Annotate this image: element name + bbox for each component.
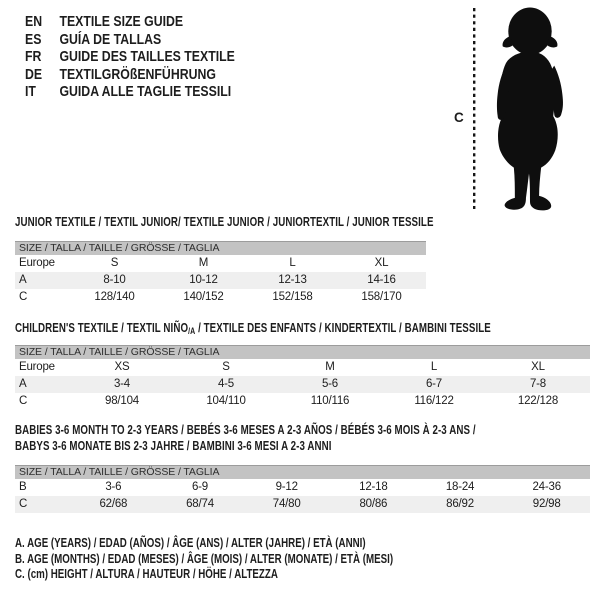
babies-table-title — [15, 423, 476, 454]
language-label: GUÍA DE TALLAS — [59, 30, 162, 48]
size-header-row: SIZE / TALLA / TAILLE / GRÖSSE / TAGLIA — [15, 465, 590, 479]
size-cell: 140/152 — [183, 291, 224, 303]
size-cell: 110/116 — [310, 395, 350, 407]
size-cell: 10-12 — [189, 274, 218, 286]
size-cell: XL — [531, 361, 545, 373]
size-cell: 152/158 — [272, 291, 313, 303]
baby-height-figure — [448, 6, 598, 214]
size-cell: L — [430, 361, 438, 373]
size-cell: 86/92 — [446, 498, 474, 510]
size-cell: 6-9 — [191, 481, 209, 493]
junior-size-table — [15, 241, 426, 306]
language-row-fr — [25, 48, 235, 66]
table-row-c — [15, 289, 426, 306]
row-label: A — [19, 378, 27, 390]
row-label: Europe — [19, 257, 55, 269]
children-table-title: CHILDREN'S TEXTILE / TEXTIL $NIÑO_{/A}$ / TEXTILE DES ENFANTS / KINDERTEXTIL / BAMBINI TESSILE — [15, 321, 491, 336]
size-cell: 7-8 — [529, 378, 547, 390]
size-cell: 128/140 — [94, 291, 135, 303]
language-code: EN — [25, 13, 43, 30]
size-cell: M — [325, 361, 335, 373]
size-cell: 24-36 — [532, 481, 561, 493]
size-cell: 122/128 — [517, 395, 559, 407]
size-cell: 14-16 — [367, 274, 396, 286]
language-code: FR — [25, 48, 42, 65]
size-cell: 3-4 — [113, 378, 131, 390]
table-row-europe — [15, 359, 590, 376]
table-row-c — [15, 393, 590, 410]
size-cell: 116/122 — [414, 395, 454, 407]
title-subscript: /A — [188, 326, 196, 336]
table-row-c — [15, 496, 590, 513]
size-cell: 9-12 — [275, 481, 298, 493]
row-label: C — [19, 291, 28, 303]
language-label: GUIDA ALLE TAGLIE TESSILI — [59, 83, 232, 100]
junior-table-title: JUNIOR TEXTILE / TEXTIL JUNIOR/ TEXTILE JUNIOR / JUNIORTEXTIL / JUNIOR TESSILE — [15, 215, 434, 229]
size-cell: 18-24 — [445, 481, 475, 493]
legend-notes — [15, 536, 393, 583]
size-cell: XL — [374, 257, 389, 269]
size-cell: 104/110 — [206, 395, 246, 407]
note-a: A. AGE (YEARS) / EDAD (AÑOS) / ÂGE (ANS) / ALTER (JAHRE) / ETÀ (ANNI) — [15, 536, 366, 550]
children-size-table — [15, 345, 590, 410]
size-cell: 80/86 — [359, 498, 388, 510]
language-row-it — [25, 83, 235, 101]
row-label: C — [19, 498, 28, 510]
size-cell: XS — [114, 361, 130, 373]
size-header-row: SIZE / TALLA / TAILLE / GRÖSSE / TAGLIA — [15, 241, 426, 255]
language-code: IT — [25, 83, 36, 100]
size-cell: 3-6 — [105, 481, 122, 493]
size-cell: L — [289, 257, 296, 269]
table-row-b — [15, 479, 590, 496]
table-row-a — [15, 376, 590, 393]
babies-size-table — [15, 465, 590, 513]
table-row-a — [15, 272, 426, 289]
size-header-row: SIZE / TALLA / TAILLE / GRÖSSE / TAGLIA — [15, 345, 590, 359]
table-row-europe — [15, 255, 426, 272]
size-cell: 5-6 — [321, 378, 339, 390]
size-cell: 6-7 — [425, 378, 443, 390]
row-label: A — [19, 274, 27, 286]
language-label: TEXTILE SIZE GUIDE — [59, 13, 184, 30]
language-label: GUIDE DES TAILLES TEXTILE — [59, 48, 235, 65]
size-cell: 92/98 — [532, 498, 561, 510]
row-label: B — [19, 481, 27, 493]
size-cell: 68/74 — [186, 498, 214, 510]
babies-title-line2: BABYS 3-6 MONATE BIS 2-3 JAHRE / BAMBINI 3-6 MESI A 2-3 ANNI — [15, 438, 332, 453]
note-b: B. AGE (MONTHS) / EDAD (MESES) / ÂGE (MOIS) / ALTER (MONATE) / ETÀ (MESI) — [15, 551, 394, 566]
language-list — [25, 13, 281, 101]
baby-silhouette — [484, 6, 576, 212]
size-cell: 158/170 — [361, 291, 402, 303]
language-row-en — [25, 13, 235, 31]
row-label: C — [19, 395, 28, 407]
note-c: C. (cm) HEIGHT / ALTURA / HAUTEUR / HÖHE / ALTEZZA — [15, 567, 278, 581]
row-label: Europe — [19, 361, 55, 373]
language-row-es — [25, 31, 235, 49]
size-cell: 8-10 — [103, 274, 126, 286]
size-cell: 98/104 — [105, 395, 139, 407]
size-cell: 74/80 — [272, 498, 301, 510]
height-dashed-line — [472, 8, 477, 209]
size-cell: 4-5 — [217, 378, 235, 390]
language-label: TEXTILGRÖßENFÜHRUNG — [59, 65, 216, 83]
size-cell: 62/68 — [99, 498, 128, 510]
language-code: ES — [25, 30, 42, 48]
size-cell: M — [198, 257, 209, 269]
babies-title-line1: BABIES 3-6 MONTH TO 2-3 YEARS / BEBÉS 3-6 MESES A 2-3 AÑOS / BÉBÉS 3-6 MOIS À 2-3 ANS / — [15, 423, 476, 437]
size-cell: S — [222, 361, 230, 373]
size-cell: 12-13 — [278, 274, 307, 286]
language-row-de — [25, 66, 235, 84]
size-cell: S — [110, 257, 119, 269]
baby-head — [508, 8, 551, 55]
height-label-c: C — [454, 110, 464, 125]
size-cell: 12-18 — [359, 481, 388, 493]
language-code: DE — [25, 65, 43, 83]
